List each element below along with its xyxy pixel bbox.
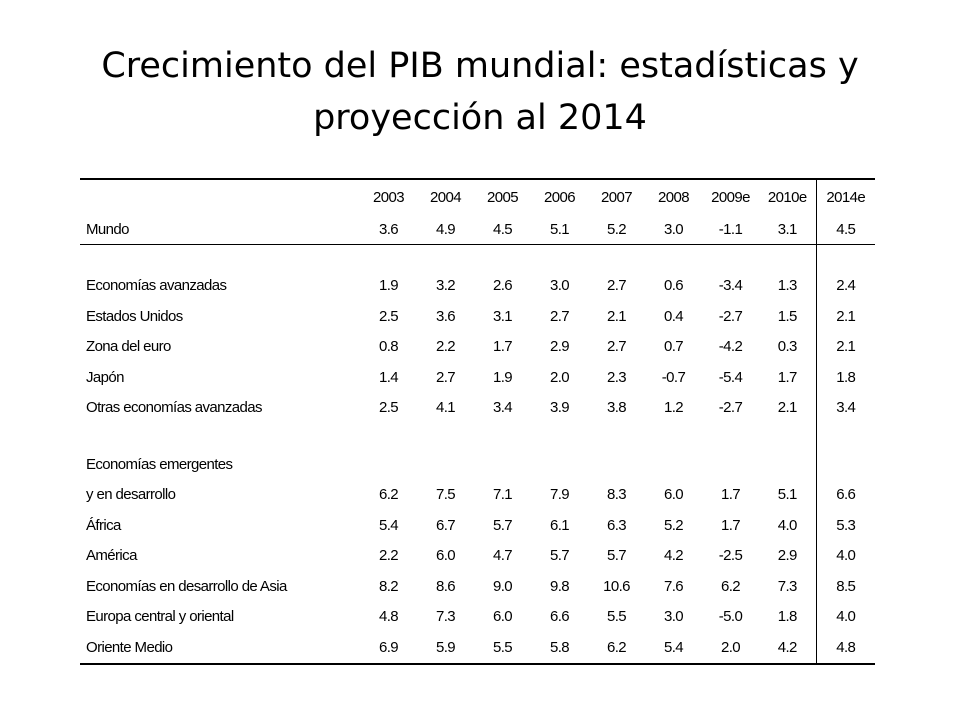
value-cell: 10.6 (603, 577, 630, 595)
value-cell: 2.0 (549, 368, 570, 386)
value-cell: 8.2 (378, 577, 399, 595)
value-cell: 4.2 (777, 638, 797, 656)
value-cell: 6.2 (378, 486, 399, 503)
value-cell: 2.5 (378, 399, 399, 416)
table-row (80, 216, 875, 245)
value-cell: 7.3 (435, 608, 456, 625)
value-cell: 7.1 (492, 486, 513, 503)
value-cell: 1.8 (777, 608, 797, 625)
value-cell: 0.4 (663, 307, 684, 325)
value-cell: -2.7 (718, 399, 743, 416)
value-cell: 1.9 (378, 277, 399, 294)
value-cell: 3.0 (645, 216, 702, 245)
value-cell: 6.6 (549, 608, 570, 625)
value-cell: 5.8 (549, 638, 570, 656)
value-cell: 5.7 (606, 547, 627, 564)
value-cell: 5.4 (663, 638, 684, 656)
value-cell: -5.4 (718, 368, 743, 386)
value-cell: 2.1 (777, 399, 797, 416)
value-cell: 1.2 (663, 399, 684, 416)
value-cell: 2.1 (816, 332, 875, 363)
value-cell (588, 450, 645, 481)
value-cell: 1.7 (777, 368, 797, 386)
spacer-row-2 (80, 424, 875, 450)
value-cell: 2.7 (606, 338, 627, 355)
value-cell: 2.1 (606, 307, 627, 325)
table-row (80, 511, 875, 542)
value-cell: 4.0 (777, 516, 797, 534)
value-cell (702, 450, 759, 481)
value-cell (816, 450, 875, 481)
value-cell: 1.8 (816, 363, 875, 394)
value-cell: 3.4 (816, 393, 875, 424)
value-cell (531, 450, 588, 481)
value-cell: 2.0 (720, 638, 741, 656)
value-cell: 7.3 (777, 577, 797, 595)
table-row (80, 363, 875, 394)
value-cell: 3.2 (435, 277, 456, 294)
value-cell: 6.3 (606, 516, 627, 534)
value-cell: 7.6 (663, 577, 684, 595)
value-cell: 6.2 (720, 577, 741, 595)
value-cell: 9.8 (549, 577, 570, 595)
column-header-2004: 2004 (430, 189, 461, 206)
row-label: Otras economías avanzadas (86, 399, 262, 416)
value-cell: 2.7 (606, 277, 627, 294)
value-cell: 3.9 (549, 399, 570, 416)
value-cell: 4.0 (816, 541, 875, 572)
table-header-row (80, 179, 875, 216)
slide-title-line-1: Crecimiento del PIB mundial: estadísticas y (101, 46, 859, 86)
gdp-table (80, 178, 875, 665)
table-row (80, 480, 875, 511)
value-cell: 3.0 (549, 277, 570, 294)
table-row (80, 332, 875, 363)
row-label: Economías emergentes (86, 455, 233, 473)
value-cell: 7.5 (435, 486, 456, 503)
value-cell (360, 450, 417, 481)
value-cell: 5.2 (663, 516, 684, 534)
value-cell: 2.6 (492, 277, 513, 294)
value-cell: -0.7 (661, 368, 686, 386)
value-cell: 3.0 (663, 608, 684, 625)
value-cell: -4.2 (718, 338, 743, 355)
value-cell: 2.7 (549, 307, 570, 325)
value-cell (417, 450, 474, 481)
value-cell: 8.3 (606, 486, 627, 503)
value-cell: 4.2 (663, 547, 684, 564)
value-cell: 2.7 (435, 368, 456, 386)
spacer-row-1 (80, 245, 875, 272)
column-header-2006: 2006 (544, 189, 575, 206)
column-header-2008: 2008 (658, 189, 689, 206)
value-cell: 3.8 (606, 399, 627, 416)
value-cell: 8.6 (435, 577, 456, 595)
value-cell: -5.0 (718, 608, 743, 625)
value-cell: 1.3 (777, 277, 797, 294)
value-cell: -2.7 (718, 307, 743, 325)
value-cell: 3.4 (492, 399, 513, 416)
row-label: Economías en desarrollo de Asia (86, 577, 287, 595)
value-cell: 0.6 (663, 277, 684, 294)
value-cell: 3.6 (435, 307, 456, 325)
column-header-2005: 2005 (487, 189, 518, 206)
gdp-growth-table (80, 178, 875, 665)
row-label: Economías avanzadas (86, 277, 227, 294)
value-cell: 0.7 (663, 338, 684, 355)
value-cell: 5.9 (435, 638, 456, 656)
column-header-2014e: 2014e (816, 179, 875, 216)
value-cell: 6.2 (606, 638, 627, 656)
value-cell: 5.1 (531, 216, 588, 245)
value-cell (474, 450, 531, 481)
value-cell: 3.6 (360, 216, 417, 245)
row-label: Zona del euro (86, 338, 171, 355)
value-cell: 6.1 (549, 516, 570, 534)
value-cell: 2.5 (378, 307, 399, 325)
value-cell: 4.5 (474, 216, 531, 245)
value-cell: -1.1 (702, 216, 759, 245)
value-cell: 5.5 (492, 638, 513, 656)
value-cell: 0.8 (378, 338, 399, 355)
value-cell: 2.4 (816, 271, 875, 302)
value-cell: -2.5 (718, 547, 743, 564)
row-label: Mundo (80, 216, 360, 245)
value-cell: 2.9 (777, 547, 797, 564)
value-cell: -3.4 (718, 277, 743, 294)
value-cell (759, 450, 816, 481)
value-cell: 2.2 (435, 338, 456, 355)
row-label: América (86, 547, 137, 564)
table-row (80, 633, 875, 665)
value-cell: 5.4 (378, 516, 399, 534)
value-cell: 9.0 (492, 577, 513, 595)
row-label: Oriente Medio (86, 638, 173, 656)
value-cell: 2.1 (816, 302, 875, 333)
value-cell: 4.1 (435, 399, 456, 416)
value-cell: 3.1 (759, 216, 816, 245)
value-cell: 1.7 (492, 338, 513, 355)
value-cell: 4.5 (816, 216, 875, 245)
value-cell: 4.8 (378, 608, 399, 625)
value-cell: 4.7 (492, 547, 513, 564)
value-cell: 5.3 (816, 511, 875, 542)
value-cell: 4.8 (816, 633, 875, 665)
table-row (80, 271, 875, 302)
value-cell: 6.6 (816, 480, 875, 511)
header-corner (80, 179, 360, 216)
table-row (80, 450, 875, 481)
slide-title (80, 40, 880, 144)
value-cell (645, 450, 702, 481)
row-label: África (86, 516, 121, 534)
column-header-2003: 2003 (373, 189, 404, 206)
table-row (80, 541, 875, 572)
table-row (80, 393, 875, 424)
value-cell: 6.0 (492, 608, 513, 625)
slide-title-line-2: proyección al 2014 (313, 98, 647, 138)
value-cell: 6.9 (378, 638, 399, 656)
value-cell: 3.1 (492, 307, 513, 325)
value-cell: 8.5 (816, 572, 875, 603)
table-row (80, 572, 875, 603)
column-header-2007: 2007 (601, 189, 632, 206)
value-cell: 5.7 (492, 516, 513, 534)
value-cell: 7.9 (549, 486, 570, 503)
row-label: Estados Unidos (86, 307, 183, 325)
value-cell: 0.3 (777, 338, 797, 355)
column-header-2010e: 2010e (767, 189, 807, 206)
value-cell: 4.9 (417, 216, 474, 245)
value-cell: 5.2 (588, 216, 645, 245)
row-label: y en desarrollo (86, 486, 176, 503)
value-cell: 5.7 (549, 547, 570, 564)
value-cell: 6.7 (435, 516, 456, 534)
value-cell: 1.5 (777, 307, 797, 325)
value-cell: 4.0 (816, 602, 875, 633)
table-row (80, 602, 875, 633)
value-cell: 1.7 (720, 516, 741, 534)
value-cell: 6.0 (435, 547, 456, 564)
table-row (80, 302, 875, 333)
value-cell: 1.7 (720, 486, 741, 503)
row-label: Europa central y oriental (86, 608, 234, 625)
value-cell: 2.2 (378, 547, 399, 564)
value-cell: 6.0 (663, 486, 684, 503)
value-cell: 5.5 (606, 608, 627, 625)
value-cell: 2.9 (549, 338, 570, 355)
value-cell: 1.9 (492, 368, 513, 386)
row-label: Japón (86, 368, 124, 386)
value-cell: 5.1 (777, 486, 797, 503)
column-header-2009e: 2009e (711, 189, 750, 206)
value-cell: 1.4 (378, 368, 399, 386)
value-cell: 2.3 (606, 368, 627, 386)
